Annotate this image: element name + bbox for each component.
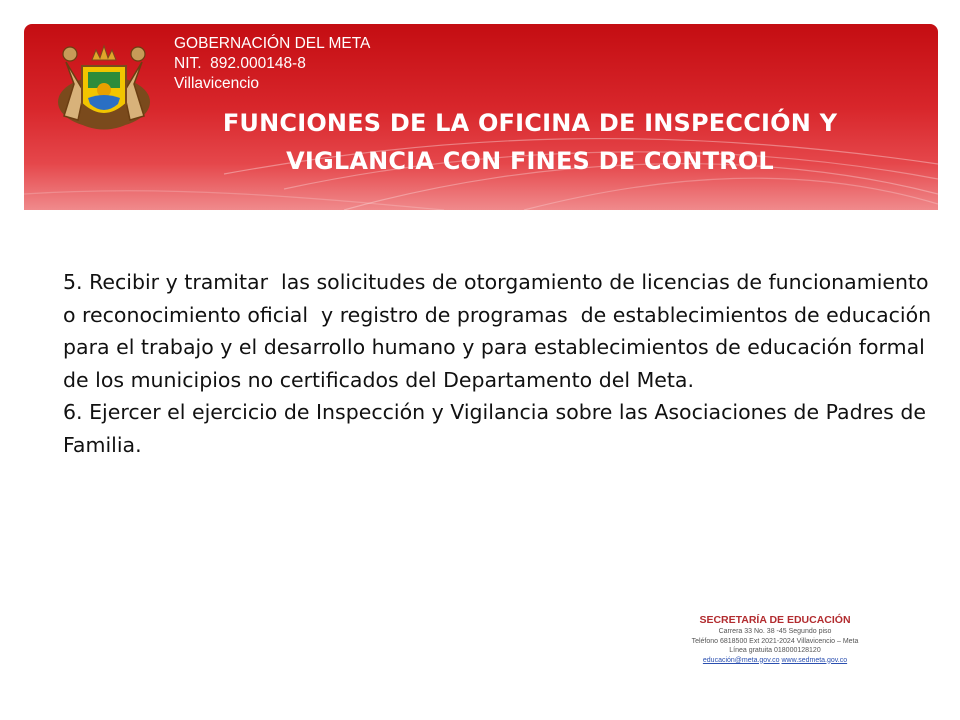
title-line-2: VIGLANCIA CON FINES DE CONTROL <box>286 147 774 175</box>
footer-contact <box>650 613 900 665</box>
function-item-5: 5. Recibir y tramitar las solicitudes de otorgamiento de licencias de funcionamiento o reconocimiento oficial y registro de programas de establecimientos de educación para el trabajo y el desarrollo humano y para establecimientos de educación formal de los municipios no certificados del Departamento del Meta. <box>63 270 938 392</box>
organization-header <box>174 34 370 94</box>
org-city: Villavicencio <box>174 75 260 92</box>
function-item-6: 6. Ejercer el ejercicio de Inspección y Vigilancia sobre las Asociaciones de Padres de Familia. <box>63 400 933 457</box>
footer-website-link[interactable]: www.sedmeta.gov.co <box>781 656 848 664</box>
slide-body <box>63 266 943 461</box>
footer-links <box>650 656 900 666</box>
org-nit: NIT. 892.000148-8 <box>174 55 306 72</box>
footer-toll-free: Línea gratuita 018000128120 <box>729 647 821 654</box>
page-title <box>200 104 860 180</box>
footer-heading: SECRETARÍA DE EDUCACIÓN <box>699 614 851 626</box>
footer-phone: Teléfono 6818500 Ext 2021-2024 Villavicencio – Meta <box>691 637 859 645</box>
footer-address: Carrera 33 No. 38 -45 Segundo piso <box>718 628 832 635</box>
org-name: GOBERNACIÓN DEL META <box>174 35 371 52</box>
footer-email-link[interactable]: educación@meta.gov.co <box>702 656 780 664</box>
title-line-1: FUNCIONES DE LA OFICINA DE INSPECCIÓN Y <box>222 109 838 137</box>
coat-of-arms-icon <box>44 32 164 136</box>
